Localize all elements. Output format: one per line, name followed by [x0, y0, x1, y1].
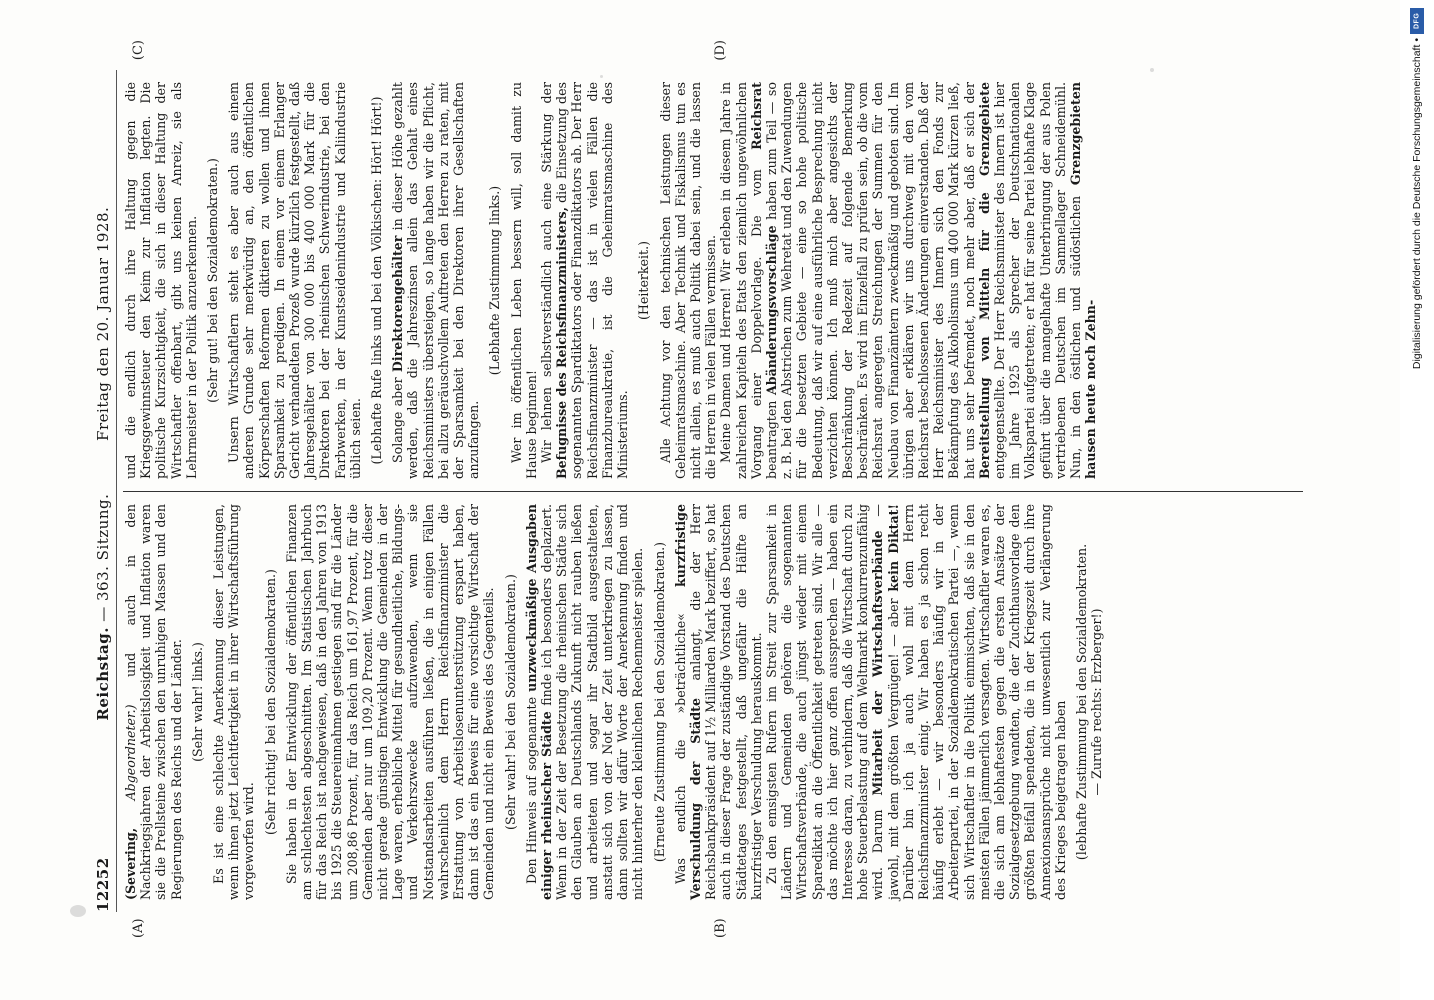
- scan-smudge: [70, 905, 86, 917]
- paragraph-text: die Einsetzung des sogenannten Spardiktators oder Finanzdiktators ab. Der Herr Reichsfinanzminister — das ist in vielen Fällen die Finanzbureaukratie, ist die Geheimratsmaschine des Ministeriums.: [554, 82, 631, 479]
- page-number: 12252: [94, 857, 112, 912]
- margin-marker-d: (D): [713, 40, 728, 61]
- paragraph-text: Meine Damen und Herren! Wir erleben in diesem Jahre in zahlreichen Kapiteln des Etats den ziemlich ungewöhnlichen Vorgang einer Doppelvorlage. Die vom: [718, 82, 764, 479]
- emphasis-text: Befugnisse des Reichsfinanzministers,: [554, 206, 570, 479]
- paragraph: [539, 82, 630, 479]
- page-header: [94, 70, 117, 912]
- interjection: (Lebhafte Zustimmung links.): [487, 185, 503, 376]
- text-columns: [123, 40, 1303, 938]
- running-title-date: Freitag den 20. Januar 1928.: [94, 206, 112, 441]
- interjection: (lebhafte Zustimmung bei den Sozialdemokraten.: [1073, 543, 1089, 861]
- paragraph: Sie haben in der Entwicklung der öffentlichen Finanzen am schlechtesten abgeschnitten. Im Statistischen Jahrbuch für das Reich ist nachgewiesen, daß in den Jahren von 1913 bis 1925 die Steuereinnahmen gestiegen sind für die Länder um 208,86 Prozent, für das Reich um 161,97 Prozent, für die Gemeinden aber nur um 109,20 Prozent. Wenn trotz dieser nicht gerade günstigen Entwicklung die Gemeinden in der Lage waren, erhebliche Mittel für gesundheitliche, Bildungs- und Verkehrszwecke aufzuwenden, wenn sie Notstandsarbeiten ausführen ließen, die in einigen Fällen wahrscheinlich dem Herrn Reichsfinanzminister die Erstattung von Arbeitslosenunterstützung erspart haben, dann ist das ein Beweis für eine vorsichtige Wirtschaft der Gemeinden und nicht ein Beweis des Gegenteils.: [283, 504, 497, 900]
- interjection: (Sehr wahr! bei den Sozialdemokraten.): [502, 574, 518, 830]
- emphasis-text: kein Diktat!: [885, 504, 901, 592]
- right-column: [123, 70, 1303, 491]
- paragraph-text: haben zum Teil — so z. B. bei den Abstrichen zum Wehretat und den Zuwendungen für die besetzten Gebiete — eine so hohe politische Bedeutung, daß wir auf eine ausführliche Besprechung nicht verzichten können. Ich muß mich aber angesichts der Beschränkung der Redezeit auf folgende Bemerkung beschränken. Es wird im Einzelfall zu prüfen sein, ob die vom Reichsrat angeregten Streichungen der Summen für den Neubau von Finanzämtern zweckmäßig und geboten sind. Im übrigen aber erklären wir uns durchweg mit den vom Reichsrat beschlossenen Änderungen einverstanden. Daß der Herr Reichsminister des Innern sich den Fonds zur Bekämpfung des Alkoholismus um 400 000 Mark kürzen ließ, hat uns sehr befremdet, noch mehr aber, daß er sich der: [763, 82, 977, 479]
- margin-marker-a: (A): [131, 918, 146, 938]
- paragraph: Unsern Wirtschaftlern steht es aber auch aus einem anderen Grunde sehr merkwürdig an, den öffentlichen Körperschaften Reformen diktieren zu wollen und ihnen Sparsamkeit zu predigen. In einem vor einem Erlanger Gericht verhandelten Prozeß wurde kürzlich festgestellt, daß Jahresgehälter von 300 000 bis 400 000 Mark für die Direktoren bei der rheinischen Schwerindustrie, bei den Farbwerken, in der Kunstseidenindustrie und Kaliindustrie üblich seien.: [226, 82, 363, 479]
- interjection: (Sehr richtig! bei den Sozialdemokraten.): [262, 569, 278, 835]
- interjection: (Sehr gut! bei den Sozialdemokraten.): [205, 158, 221, 403]
- paragraph: [718, 82, 1098, 479]
- paragraph-text: Zu den emsigsten Rufern im Streit zur Sparsamkeit in Ländern und Gemeinden gehören die sogenannten Wirtschaftsverbände, die auch jüngst wieder mit einem Sparediktat an die Öffentlichkeit getreten sind. Wir alle — das möchte ich hier ganz offen aussprechen — haben ein Interesse daran, zu verhindern, daß die Wirtschaft durch zu hohe Steuerbelastung auf dem Weltmarkt konkurrenzunfähig wird. Darum: [763, 504, 886, 900]
- paragraph: Alle Achtung vor den technischen Leistungen dieser Geheimratsmaschine. Aber Technik und Fiskalismus tun es nicht allein, es muß auch Politik dabei sein, und die lassen die Herren in vielen Fällen vermissen.: [657, 82, 719, 479]
- speaker-name: (Severing,: [123, 827, 138, 900]
- paragraph-text: Darüber bin ich ja auch wohl mit dem Herrn Reichsfinanzminister einig. Wir haben es ja schon recht häufig erlebt — wir besonders häufig wir in der Arbeiterpartei, in der Sozialdemokratischen Partei —, wenn sich Wirtschaftler in die Politik einmischten, daß sie in den meisten Fällen jämmerlich versagten. Wirtschaftler waren es, die sich am lebhaftesten gegen die ersten Ansätze der Sozialgesetzgebung wandten, die der Zuchthausvorlage den größten Beifall spendeten, die in der Kriegszeit durch ihre Annexionsansprüche nicht unwesentlich zur Verlängerung des Krieges beigetragen haben: [900, 504, 1068, 900]
- running-title-session: — 363. Sitzung.: [94, 493, 112, 622]
- paragraph: [673, 504, 764, 900]
- paragraph-text: — jawohl, mit dem größten Vergnügen! — aber: [870, 504, 901, 900]
- running-title-reichstag: Reichstag.: [94, 627, 112, 721]
- emphasis-text: unzweckmäßige Ausgaben einiger rheinischer Städte: [523, 504, 555, 900]
- emphasis-text: Reichsrat: [748, 82, 764, 150]
- margin-marker-b: (B): [713, 918, 728, 938]
- dfg-logo: DFG: [1410, 8, 1424, 34]
- margin-marker-c: (C): [131, 40, 146, 61]
- paragraph: Es ist eine schlechte Anerkennung dieser Leistungen, wenn ihnen jetzt Leichtfertigkeit in ihrer Wirtschaftsführung vorgeworfen wird.: [211, 504, 257, 900]
- emphasis-text: Grenzgebieten hausen heute noch Zehn-: [1067, 82, 1099, 479]
- scan-speck: [1150, 68, 1154, 72]
- speaker-role: Abgeordneter.): [123, 704, 138, 801]
- paragraph-text: Den Hinweis auf sogenannte: [523, 696, 539, 884]
- emphasis-text: Mitarbeit der Wirtschaftsverbände: [870, 530, 886, 796]
- interjection: — Zurufe rechts: Erzberger!): [1089, 608, 1105, 796]
- paragraph: [390, 82, 481, 479]
- emphasis-text: Bereitstellung von Mitteln für die Grenzgebiete: [976, 82, 992, 479]
- left-column: [123, 491, 1303, 912]
- interjection: (Erneute Zustimmung bei den Sozialdemokraten.): [651, 541, 667, 863]
- emphasis-text: Direktorengehälter: [390, 235, 406, 373]
- paragraph-text: Solange aber: [390, 377, 406, 463]
- paragraph-text: beantragten: [763, 400, 779, 479]
- running-title: [94, 70, 112, 857]
- paragraph: [123, 504, 184, 900]
- paragraph: [764, 504, 1068, 900]
- interjection: (Lebhafte Rufe links und bei den Völkischen: Hört! Hört!): [369, 96, 385, 465]
- paragraph-text: Was endlich die »beträchtliche«: [672, 613, 688, 884]
- scan-speck: [600, 75, 603, 78]
- paragraph-text: Wir lehnen selbstverständlich auch eine Stärkung der: [539, 82, 555, 463]
- paragraph: Wer im öffentlichen Leben bessern will, soll damit zu Hause beginnen!: [508, 82, 539, 479]
- interjection: (Heiterkeit.): [636, 241, 652, 320]
- emphasis-text: kurzfristige Verschuldung der Städte: [672, 504, 703, 900]
- paragraph-text: anlangt, die der Herr Reichsbankpräsident auf 1½ Milliarden Mark beziffert, so hat auch in dieser Frage der zuständige Vorstand des Deutschen Städtetages festgestellt, daß ungefähr die Hälfte an kurzfristiger Verschuldung herauskommt.: [687, 504, 764, 900]
- paragraph: und die endlich durch ihre Haltung gegen die Kriegsgewinnsteuer den Keim zur Inflation legten. Die politische Kurzsichtigkeit, die sich in dieser Haltung der Wirtschaftler offenbart, gibt uns keinen Anreiz, sie als Lehrmeister in der Politik anzuerkennen.: [123, 82, 199, 479]
- interjection: (Sehr wahr! links.): [189, 642, 205, 762]
- paragraph-text: entgegenstellte. Der Herr Reichsminister des Innern ist hier im Jahre 1925 als Sprecher der Deutschnationalen Volkspartei aufgetreten; er hat für seine Partei lebhafte Klage geführt über die mangelhafte Unterbringung der aus Polen vertriebenen Deutschen im Sammellager Schneidemühl. Nun, in den östlichen und südöstlichen: [991, 82, 1083, 479]
- paragraph-text: finde ich besonders deplaziert. Wenn in der Zeit der Besetzung die rheinischen Städte sich den Glauben an Deutschlands Zukunft nicht rauben ließen und arbeiteten und sogar ihr Stadtbild ausgestalteten, anstatt sich von der Not der Zeit unterkriegen zu lassen, dann sollten wir dafür Worte der Anerkennung finden und nicht hinterher den kleinlichen Rechenmeister spielen.: [539, 504, 646, 900]
- dfg-stamp: [1406, 8, 1428, 992]
- paragraph: [524, 504, 646, 900]
- emphasis-text: Abänderungsvorschläge: [763, 225, 779, 395]
- paragraph-text: in dieser Höhe gezahlt werden, daß die Jahreszinsen allein das Gehalt eines Reichsministers übersteigen, so lange haben wir die Pflicht, bei allzu geräuschvollem Auftreten den Herren zu raten, mit der Sparsamkeit bei den Direktoren ihrer Gesellschaften anzufangen.: [390, 82, 482, 479]
- dfg-credit-text: Digitalisierung gefördert durch die Deutsche Forschungsgemeinschaft •: [1411, 38, 1423, 370]
- paragraph-text: und auch in den Nachkriegsjahren der Arbeitslosigkeit und Inflation waren sie die Prellsteine zwischen den unruhigen Massen und den Regierungen des Reichs und der Länder.: [123, 504, 184, 900]
